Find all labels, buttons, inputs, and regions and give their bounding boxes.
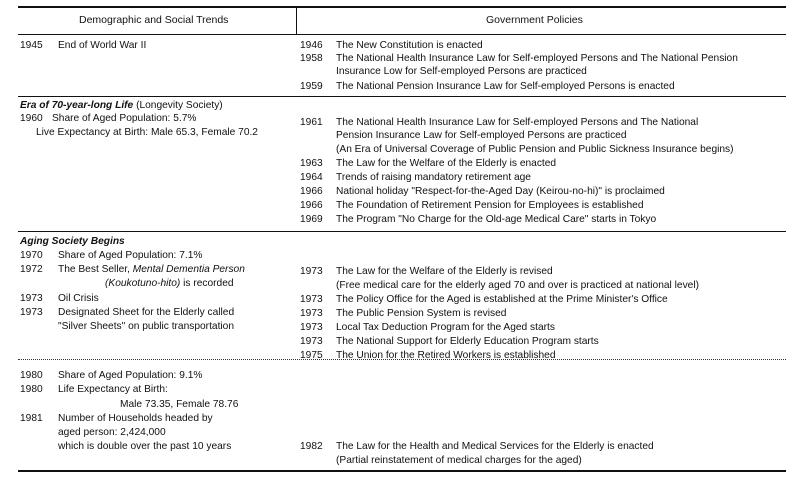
policy-year: 1973 [300, 308, 323, 319]
policy-text: The National Pension Insurance Law for Self-employed Persons is enacted [336, 81, 675, 92]
section-title-longevity [20, 100, 223, 112]
policy-text: The National Health Insurance Law for Self-employed Persons and The National Pension [336, 53, 738, 64]
trend-text [58, 264, 245, 276]
trend-text: Oil Crisis [58, 293, 99, 304]
column-divider [296, 6, 297, 35]
trend-text: Life Expectancy at Birth: [58, 384, 168, 395]
policy-text: The Union for the Retired Workers is established [336, 350, 556, 361]
trend-year: 1970 [20, 250, 43, 261]
section-title-aging: Aging Society Begins [20, 236, 125, 247]
trend-year: 1972 [20, 264, 43, 275]
bottom-rule [18, 470, 786, 472]
policy-text: The Public Pension System is revised [336, 308, 507, 319]
trend-year: 1945 [20, 40, 43, 51]
policy-text: National holiday "Respect-for-the-Aged Day (Keirou-no-hi)" is proclaimed [336, 186, 665, 197]
trend-year: 1973 [20, 293, 43, 304]
trend-text: Live Expectancy at Birth: Male 65.3, Female 70.2 [36, 127, 258, 138]
trend-text-plain: is recorded [180, 278, 234, 289]
trend-year: 1980 [20, 370, 43, 381]
policy-year: 1946 [300, 40, 323, 51]
policy-year: 1964 [300, 172, 323, 183]
policy-text: The Law for the Welfare of the Elderly is revised [336, 266, 553, 277]
policy-text: The Policy Office for the Aged is established at the Prime Minister's Office [336, 294, 668, 305]
top-rule [18, 6, 786, 8]
header-right: Government Policies [486, 14, 583, 26]
trend-text: which is double over the past 10 years [58, 441, 232, 452]
trend-text: End of World War II [58, 40, 147, 51]
policy-year: 1973 [300, 322, 323, 333]
trend-text: "Silver Sheets" on public transportation [58, 321, 234, 332]
trend-year: 1980 [20, 384, 43, 395]
section-subtitle: (Longevity Society) [133, 100, 223, 111]
policy-year: 1973 [300, 266, 323, 277]
policy-text: Pension Insurance Law for Self-employed Persons are practiced [336, 130, 627, 141]
trend-year: 1973 [20, 307, 43, 318]
policy-year: 1973 [300, 294, 323, 305]
policy-text: The New Constitution is enacted [336, 40, 483, 51]
section-title: Era of 70-year-long Life [20, 100, 134, 111]
policy-year: 1959 [300, 81, 323, 92]
trend-text: Share of Aged Population: 5.7% [52, 113, 197, 124]
policy-text: (An Era of Universal Coverage of Public Pension and Public Sickness Insurance begins) [336, 144, 734, 155]
policy-year: 1975 [300, 350, 323, 361]
section-rule-longevity [18, 96, 786, 97]
policy-year: 1963 [300, 158, 323, 169]
trend-text: Share of Aged Population: 9.1% [58, 370, 203, 381]
policy-year: 1966 [300, 200, 323, 211]
policy-year: 1961 [300, 117, 323, 128]
book-title-japanese: (Koukotuno-hito) [105, 278, 181, 289]
policy-text: Insurance Low for Self-employed Persons are practiced [336, 66, 587, 77]
policy-text: (Partial reinstatement of medical charges for the aged) [336, 455, 582, 466]
trend-text: Designated Sheet for the Elderly called [58, 307, 235, 318]
header-rule [18, 34, 786, 35]
header-left: Demographic and Social Trends [79, 14, 229, 26]
section-rule-aging [18, 231, 786, 232]
policy-text: The National Support for Elderly Education Program starts [336, 336, 599, 347]
policy-text: (Free medical care for the elderly aged 70 and over is practiced at national level) [336, 280, 699, 291]
policy-year: 1973 [300, 336, 323, 347]
policy-year: 1958 [300, 53, 323, 64]
policy-text: The Law for the Welfare of the Elderly is enacted [336, 158, 557, 169]
policy-text: The National Health Insurance Law for Self-employed Persons and The National [336, 117, 699, 128]
policy-text: The Foundation of Retirement Pension for Employees is established [336, 200, 644, 211]
trend-year: 1981 [20, 413, 43, 424]
policy-text: The Program "No Charge for the Old-age Medical Care" starts in Tokyo [336, 214, 657, 225]
trend-text-plain: The Best Seller, [58, 264, 133, 275]
policy-text: Trends of raising mandatory retirement age [336, 172, 531, 183]
trend-year: 1960 [20, 113, 43, 124]
policy-year: 1982 [300, 441, 323, 452]
policy-text: The Law for the Health and Medical Services for the Elderly is enacted [336, 441, 654, 452]
trend-text: Share of Aged Population: 7.1% [58, 250, 203, 261]
book-title: Mental Dementia Person [132, 264, 245, 275]
policy-text: Local Tax Deduction Program for the Aged starts [336, 322, 555, 333]
trend-text [105, 278, 234, 290]
trend-text: Male 73.35, Female 78.76 [120, 399, 239, 410]
policy-year: 1969 [300, 214, 323, 225]
trend-text: Number of Households headed by [58, 413, 213, 424]
policy-year: 1966 [300, 186, 323, 197]
trend-text: aged person: 2,424,000 [58, 427, 166, 438]
